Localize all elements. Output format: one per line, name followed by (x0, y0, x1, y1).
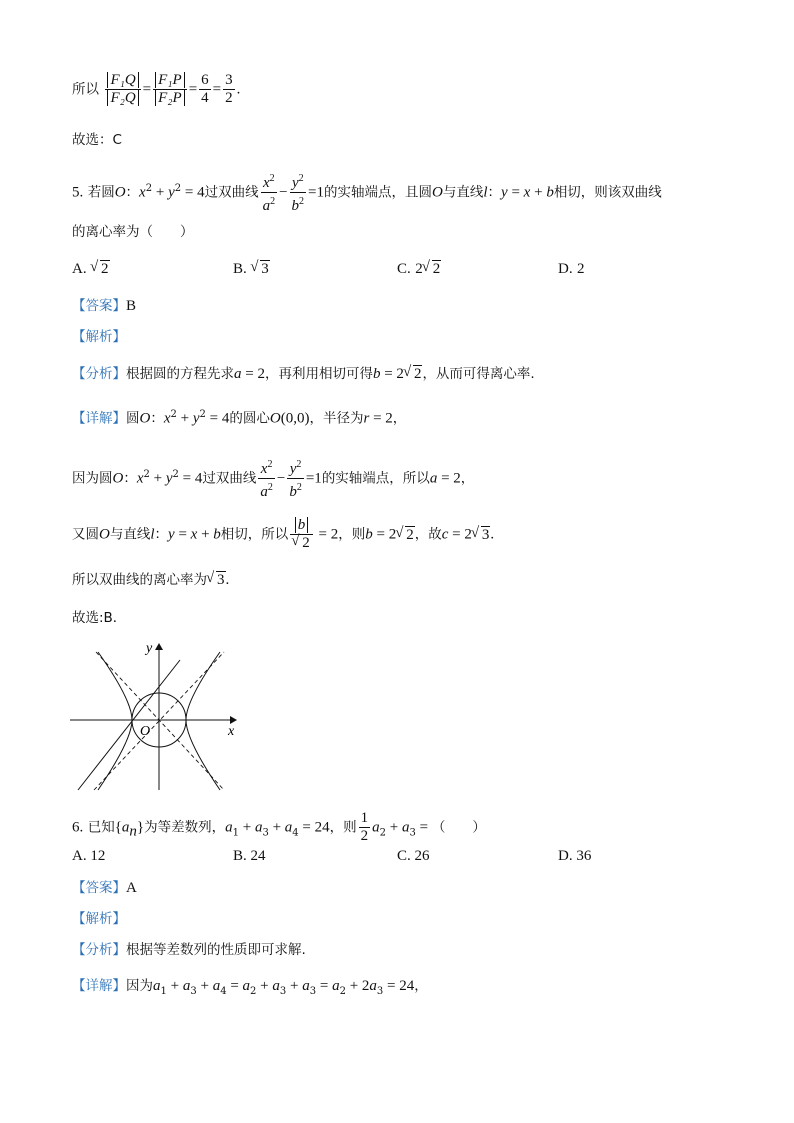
prev-choice: 故选：C (72, 132, 122, 148)
q6-answer: 【答案】A (72, 880, 137, 896)
hyperbola-circle-graph (68, 640, 248, 795)
q5-detail-1: 【详解】圆O：$x^2 + y^2 = 4$的圆心O(0,0)，半径为r = 2， (72, 409, 407, 427)
q5-detail-3: 又圆O与直线l：y = x + b相切，所以 b √ 2 = 2，则b = 2√ 2，故c = 2√ 3. (72, 517, 494, 552)
q5-choice: 故选:B． (72, 610, 127, 626)
option-a: A. √ 2 (72, 259, 110, 279)
q6-option-b: B. 24 (233, 848, 266, 864)
fraction: $\frac{3}{2}$ (225, 72, 233, 106)
option-b: B. √ 3 (233, 259, 270, 279)
q5-fenxi: 【分析】根据圆的方程先求a = 2，再利用相切可得b = 2√ 2，从而可得离心率. (72, 364, 535, 384)
origin-label: O (140, 724, 151, 739)
q5-detail-4: 所以双曲线的离心率为√ 3. (72, 570, 229, 590)
q5-stem-line1: 5. 若圆O：$x^2 + y^2 = 4$过双曲线 $\frac{x^2}{a^2}$ − $\frac{y^2}{b^2}$ =1的实轴端点，且圆O与直线l：y = x + b相切，则该双曲线 (72, 170, 662, 215)
option-d: D. 2 (558, 261, 585, 277)
q6-option-c: C. 26 (397, 848, 430, 864)
fraction: $\frac{6}{4}$ (201, 72, 209, 106)
y-axis-label: y (146, 641, 153, 656)
q6-detail-1: 【详解】因为$a_1 + a_3 + a_4 = a_2 + a_3 + a_3 = a_2 + 2a_3 = 24$， (72, 978, 428, 997)
prev-ratio-line: 所以 $\frac{\text{F₁Q}}{\text{F₂Q}}$ = $\frac{\text{F₁P}}{\text{F₂P}}$ = $\frac{6}{4}$ = $\frac{3}{2}$ . (72, 72, 241, 106)
q6-analysis-label: 【解析】 (72, 911, 126, 927)
x-axis-label: x (228, 724, 235, 739)
q6-stem: 6. 已知$\{a_n\}$为等差数列，$a_1 + a_3 + a_4 = 24$，则 $\frac{1}{2}$ $a_2 + a_3$ = （ ） (72, 810, 486, 844)
q5-detail-2: 因为圆O：$x^2 + y^2 = 4$过双曲线 $\frac{x^2}{a^2}$ − $\frac{y^2}{b^2}$ =1的实轴端点，所以a = 2， (72, 456, 474, 501)
tangent-line (78, 660, 180, 790)
q6-fenxi: 【分析】根据等差数列的性质即可求解. (72, 942, 306, 958)
fraction: $\frac{\text{F₁Q}}{\text{F₂Q}}$ (105, 72, 140, 107)
q5-answer: 【答案】B (72, 298, 137, 314)
fraction: $\frac{\text{F₁P}}{\text{F₂P}}$ (153, 72, 187, 107)
q6-option-d: D. 36 (558, 848, 592, 864)
q6-option-a: A. 12 (72, 848, 106, 864)
q5-analysis-label: 【解析】 (72, 329, 126, 345)
option-c: C. 2√ 2 (397, 259, 441, 279)
hyperbola-right-branch (186, 652, 220, 790)
q5-stem-line2: 的离心率为（ ） (72, 224, 194, 240)
